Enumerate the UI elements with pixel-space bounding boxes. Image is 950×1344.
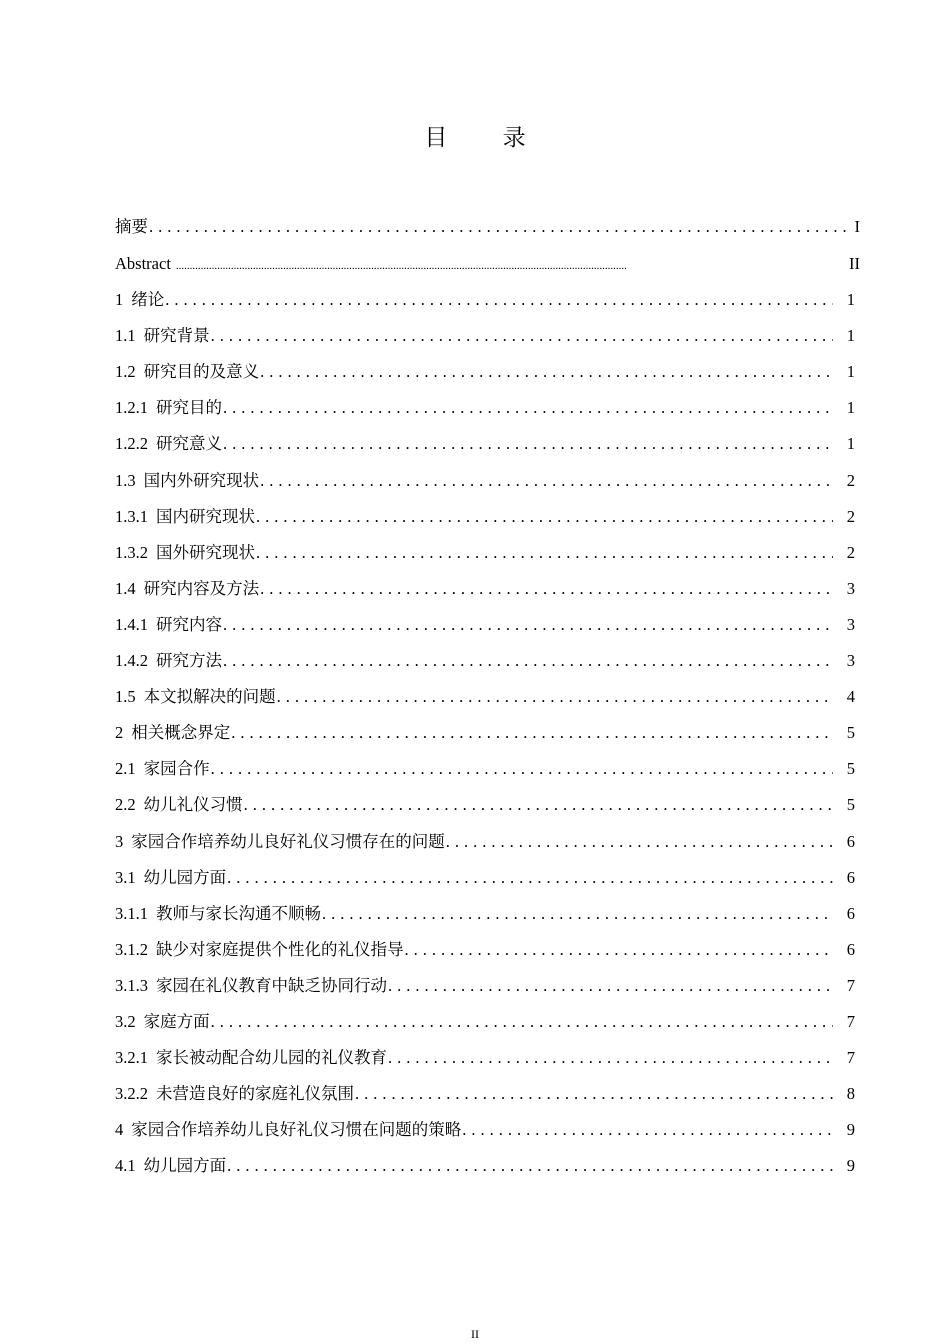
toc-entry-label: 国内研究现状	[156, 506, 255, 526]
toc-entry-number: 2	[115, 723, 124, 743]
toc-entry-page: 7	[846, 975, 855, 995]
toc-entry-label: 研究方法	[156, 651, 222, 671]
toc-entry[interactable]	[115, 643, 860, 679]
toc-leader-dots	[165, 282, 833, 318]
toc-leader-dots	[388, 1040, 833, 1076]
toc-leader-dots	[260, 571, 833, 607]
toc-entry-number: 1.2.2	[115, 434, 148, 454]
toc-entry-number: 1.3.2	[115, 542, 148, 562]
toc-entry-label: 国内外研究现状	[143, 470, 260, 490]
toc-entry-number: 2.2	[115, 795, 136, 815]
toc-entry[interactable]	[115, 208, 860, 246]
page-number: II	[471, 1327, 479, 1341]
toc-entry-label: 研究内容及方法	[143, 578, 260, 598]
toc-entry-page: 8	[846, 1084, 855, 1104]
toc-leader-dots	[462, 1112, 833, 1148]
toc-entry[interactable]	[115, 1112, 860, 1148]
toc-entry[interactable]	[115, 679, 860, 715]
toc-leader-dots	[260, 463, 833, 499]
toc-leader-dots	[260, 354, 833, 390]
toc-entry-label: 研究背景	[143, 326, 210, 346]
toc-leader-dots	[227, 860, 833, 896]
toc-leader-dots	[211, 751, 833, 787]
toc-leader-dots	[446, 824, 833, 860]
toc-leader-dots	[256, 499, 833, 535]
toc-leader-dots	[322, 896, 833, 932]
toc-entry[interactable]	[115, 390, 860, 426]
toc-leader-dots	[223, 390, 833, 426]
toc-entry-number: 3.2	[115, 1011, 136, 1031]
toc-entry-number: 1.4.1	[115, 614, 148, 634]
toc-leader-dots	[223, 426, 833, 462]
toc-entry-number: 3.1	[115, 867, 136, 887]
toc-entry-label: 家长被动配合幼儿园的礼仪教育	[156, 1048, 387, 1068]
toc-entry-label: 本文拟解决的问题	[143, 687, 276, 707]
toc-entry-label: 家园合作	[143, 759, 210, 779]
toc-entry[interactable]	[115, 282, 860, 318]
toc-entry-page: 1	[846, 434, 855, 454]
toc-entry[interactable]	[115, 1004, 860, 1040]
toc-entry-page: 5	[846, 759, 855, 779]
toc-entry-page: 5	[846, 723, 855, 743]
toc-entry-number: 4	[115, 1120, 124, 1140]
toc-entry-number: 3.1.1	[115, 903, 148, 923]
toc-entry[interactable]	[115, 463, 860, 499]
toc-entry[interactable]	[115, 571, 860, 607]
toc-entry-page: 3	[846, 651, 855, 671]
toc-entry-page: 6	[846, 939, 855, 959]
toc-entry-page: 2	[846, 506, 855, 526]
toc-leader-dots	[256, 535, 833, 571]
toc-leader-dots	[211, 318, 833, 354]
toc-leader-dots	[176, 248, 846, 284]
toc-entry-number: 2.1	[115, 759, 136, 779]
toc-entry-label: 幼儿园方面	[143, 867, 227, 887]
toc-entry-page: 1	[846, 290, 855, 310]
toc-entry-number: 1.4	[115, 578, 136, 598]
toc-entry-label: 相关概念界定	[131, 723, 231, 743]
toc-entry-label: 缺少对家庭提供个性化的礼仪指导	[156, 939, 404, 959]
toc-entry-page: 7	[846, 1011, 855, 1031]
toc-entry[interactable]	[115, 968, 860, 1004]
toc-entry-page: 7	[846, 1048, 855, 1068]
toc-entry-page: II	[849, 254, 860, 273]
toc-entry[interactable]	[115, 1076, 860, 1112]
toc-entry-number: 3.2.1	[115, 1048, 148, 1068]
toc-entry-label: 摘要	[115, 217, 148, 236]
toc-entry-page: 2	[846, 470, 855, 490]
toc-entry[interactable]	[115, 896, 860, 932]
toc-leader-dots	[355, 1076, 833, 1112]
toc-entry-page: 5	[846, 795, 855, 815]
toc-entry-number: 3	[115, 831, 124, 851]
toc-entry-page: 1	[846, 326, 855, 346]
toc-entry-label: 研究意义	[156, 434, 222, 454]
toc-entry-number: 1.5	[115, 687, 136, 707]
toc-entry[interactable]	[115, 932, 860, 968]
toc-entry-label: 家园在礼仪教育中缺乏协同行动	[156, 975, 387, 995]
toc-entry-page: 1	[846, 362, 855, 382]
toc-entry-page: 3	[846, 578, 855, 598]
toc-leader-dots	[277, 679, 833, 715]
toc-entry-page: 6	[846, 867, 855, 887]
toc-entry[interactable]	[115, 1148, 860, 1184]
toc-entry-number: 1.4.2	[115, 651, 148, 671]
toc-leader-dots	[149, 208, 846, 246]
toc-entry[interactable]	[115, 860, 860, 896]
toc-entry-label: 研究目的及意义	[143, 362, 260, 382]
toc-entry-number: 1.2.1	[115, 398, 148, 418]
toc-entry-page: 1	[846, 398, 855, 418]
toc-leader-dots	[244, 787, 833, 823]
toc-entry[interactable]	[115, 246, 860, 282]
toc-entry-page: 9	[846, 1120, 855, 1140]
toc-entry-label: Abstract	[115, 254, 171, 273]
toc-entry-page: 9	[846, 1156, 855, 1176]
toc-entry[interactable]	[115, 715, 860, 751]
toc-entry-page: 6	[846, 903, 855, 923]
toc-entry-label: 家园合作培养幼儿良好礼仪习惯存在的问题	[131, 831, 445, 851]
toc-entry-number: 4.1	[115, 1156, 136, 1176]
toc-leader-dots	[231, 715, 833, 751]
toc-entry-number: 3.1.3	[115, 975, 148, 995]
toc-entry-number: 3.1.2	[115, 939, 148, 959]
toc-leader-dots	[211, 1004, 833, 1040]
toc-entry[interactable]	[115, 535, 860, 571]
toc-entry-label: 家园合作培养幼儿良好礼仪习惯在问题的策略	[131, 1120, 462, 1140]
toc-entry-label: 教师与家长沟通不顺畅	[156, 903, 321, 923]
toc-leader-dots	[388, 968, 833, 1004]
toc-entry-page: 6	[846, 831, 855, 851]
toc-entry[interactable]	[115, 426, 860, 462]
toc-entry[interactable]	[115, 499, 860, 535]
toc-entry-label: 研究目的	[156, 398, 222, 418]
toc-leader-dots	[405, 932, 834, 968]
toc-entry[interactable]	[115, 824, 860, 860]
toc-entry-number: 1.3	[115, 470, 136, 490]
toc-entry[interactable]	[115, 751, 860, 787]
toc-entry-label: 绪论	[131, 290, 165, 310]
toc-entry-number: 1.1	[115, 326, 136, 346]
toc-entry[interactable]	[115, 354, 860, 390]
toc-entry[interactable]	[115, 787, 860, 823]
toc-entry-label: 幼儿园方面	[143, 1156, 227, 1176]
toc-entry-label: 研究内容	[156, 614, 222, 634]
toc-leader-dots	[223, 607, 833, 643]
toc-entry-page: I	[854, 217, 860, 236]
toc-entry-number: 3.2.2	[115, 1084, 148, 1104]
toc-entry-label: 未营造良好的家庭礼仪氛围	[156, 1084, 354, 1104]
toc-entry-label: 国外研究现状	[156, 542, 255, 562]
table-of-contents	[115, 208, 860, 1184]
toc-entry-page: 2	[846, 542, 855, 562]
toc-leader-dots	[227, 1148, 833, 1184]
toc-entry-number: 1	[115, 290, 124, 310]
toc-entry-number: 1.2	[115, 362, 136, 382]
toc-entry-number: 1.3.1	[115, 506, 148, 526]
page-title: 目 录	[424, 125, 550, 151]
toc-leader-dots	[223, 643, 833, 679]
toc-entry[interactable]	[115, 318, 860, 354]
toc-entry-label: 幼儿礼仪习惯	[143, 795, 243, 815]
toc-entry-page: 3	[846, 614, 855, 634]
toc-entry[interactable]	[115, 1040, 860, 1076]
toc-entry-page: 4	[846, 687, 855, 707]
toc-entry[interactable]	[115, 607, 860, 643]
toc-entry-label: 家庭方面	[143, 1011, 210, 1031]
